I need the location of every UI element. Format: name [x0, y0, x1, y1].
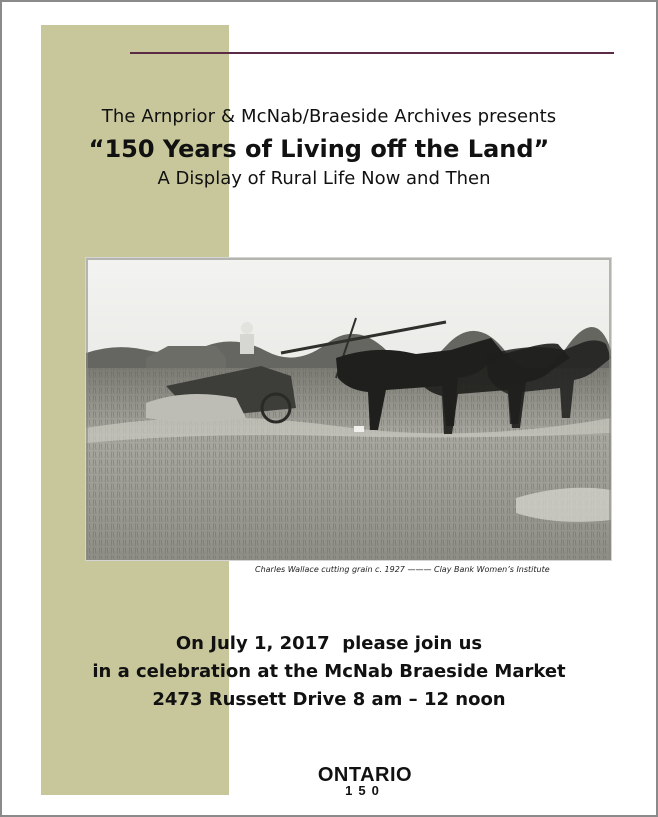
- flyer-header: [2, 104, 656, 191]
- ontario-150-logo: [302, 762, 428, 796]
- photo-driver: [240, 334, 254, 354]
- event-details: [2, 630, 656, 714]
- presenter-line: The Arnprior & McNab/Braeside Archives presents: [101, 106, 557, 127]
- event-title: “150 Years of Living off the Land”: [88, 135, 550, 163]
- photo-caption: Charles Wallace cutting grain c. 1927 ——— Clay Bank Women’s Institute: [255, 565, 550, 574]
- event-venue-line: in a celebration at the McNab Braeside Market: [92, 661, 566, 682]
- top-divider-line: [130, 52, 614, 54]
- photo-grass-texture: [86, 368, 611, 560]
- event-date-line: On July 1, 2017 please join us: [175, 633, 483, 654]
- photo-driver-hat: [241, 322, 253, 334]
- historic-photo: [86, 258, 611, 560]
- logo-text-150: 150: [345, 783, 385, 796]
- event-address-time-line: 2473 Russett Drive 8 am – 12 noon: [152, 689, 506, 710]
- logo-text-ontario: ONTARIO: [317, 764, 413, 786]
- event-subtitle: A Display of Rural Life Now and Then: [157, 168, 491, 189]
- photo-illustration: [86, 258, 611, 560]
- photo-hoof-marking: [354, 426, 364, 432]
